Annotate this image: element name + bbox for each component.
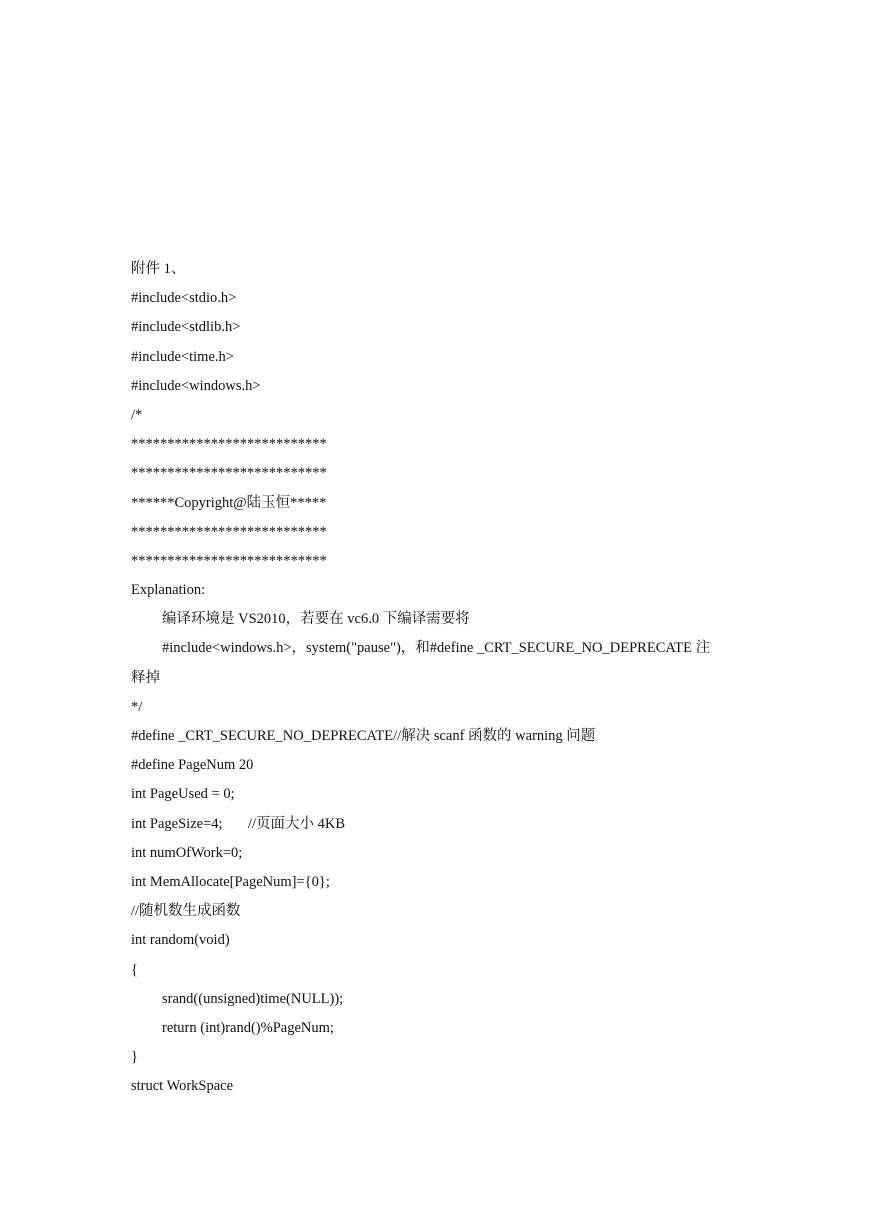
code-line: int PageUsed = 0; bbox=[131, 786, 235, 803]
copyright-line: ******Copyright@陆玉恒***** bbox=[131, 494, 327, 511]
comment-open: /* bbox=[131, 406, 143, 423]
include-line: #include<windows.h> bbox=[131, 377, 261, 394]
code-line: #define PageNum 20 bbox=[131, 757, 254, 774]
stars-line: *************************** bbox=[131, 436, 327, 453]
explanation-line: #include<windows.h>，system("pause")，和#define _CRT_SECURE_NO_DEPRECATE 注 bbox=[162, 640, 711, 657]
code-line: int PageSize=4; //页面大小 4KB bbox=[131, 815, 345, 832]
code-listing bbox=[131, 255, 751, 1101]
code-line: { bbox=[131, 961, 138, 978]
code-line: } bbox=[131, 1049, 138, 1066]
code-line: int random(void) bbox=[131, 932, 230, 949]
code-line: #define _CRT_SECURE_NO_DEPRECATE//解决 scanf 函数的 warning 问题 bbox=[131, 728, 596, 744]
attachment-heading: 附件 1、 bbox=[131, 261, 186, 277]
comment-close: */ bbox=[131, 698, 143, 715]
stars-line: *************************** bbox=[131, 465, 327, 482]
code-line: int numOfWork=0; bbox=[131, 844, 243, 861]
code-line: struct WorkSpace bbox=[131, 1078, 234, 1095]
code-body-line: srand((unsigned)time(NULL)); bbox=[162, 990, 344, 1007]
explanation-line: 编译环境是 VS2010，若要在 vc6.0 下编译需要将 bbox=[162, 611, 470, 628]
stars-line: *************************** bbox=[131, 552, 327, 569]
include-line: #include<time.h> bbox=[131, 348, 234, 365]
code-body-line: return (int)rand()%PageNum; bbox=[162, 1019, 334, 1036]
code-line: int MemAllocate[PageNum]={0}; bbox=[131, 873, 330, 890]
explanation-label: Explanation: bbox=[131, 582, 206, 599]
code-comment-line: //随机数生成函数 bbox=[131, 903, 241, 920]
include-line: #include<stdlib.h> bbox=[131, 319, 241, 336]
explanation-line: 释掉 bbox=[131, 669, 160, 686]
include-line: #include<stdio.h> bbox=[131, 290, 237, 307]
stars-line: *************************** bbox=[131, 523, 327, 540]
